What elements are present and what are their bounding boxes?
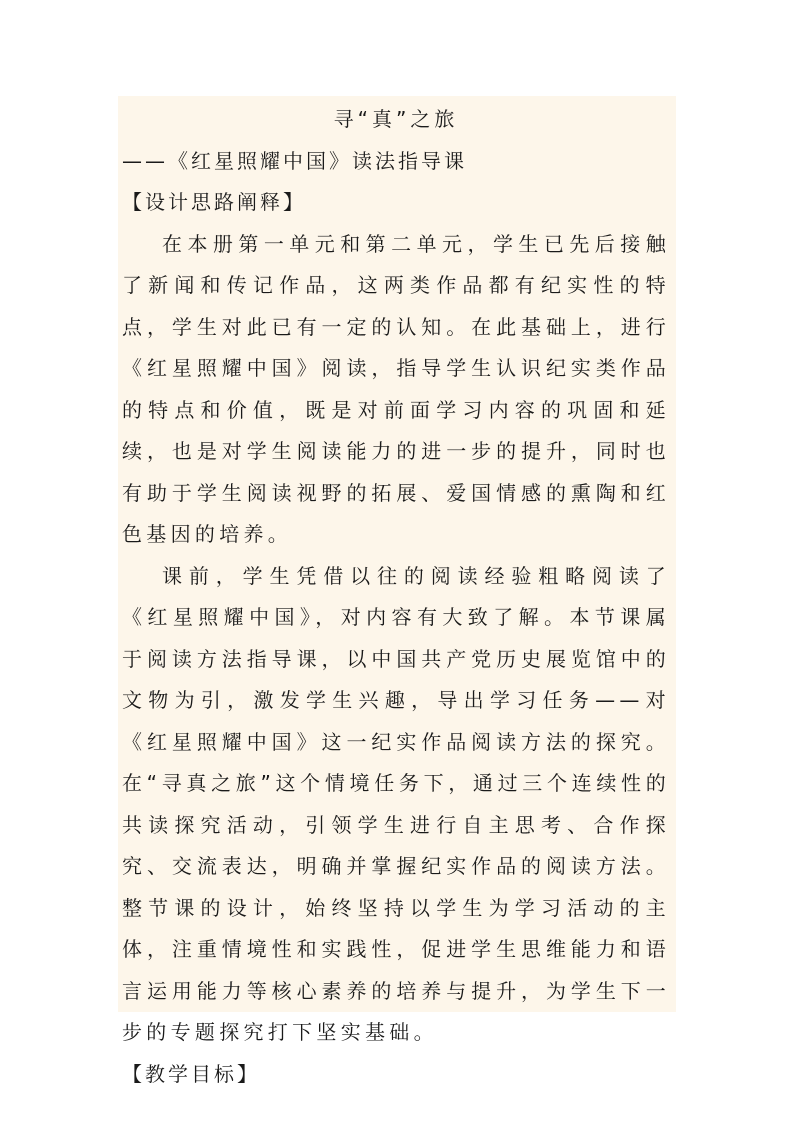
paragraph-design-rationale-2: 课前，学生凭借以往的阅读经验粗略阅读了《红星照耀中国》，对内容有大致了解。本节课属于阅读方法指导课，以中国共产党历史展览馆中的文物为引，激发学生兴趣，导出学习任务——对《红星照耀中国》这一纪实作品阅读方法的探究。在“寻真之旅”这个情境任务下，通过三个连续性的共读探究活动，引领学生进行自主思考、合作探究、交流表达，明确并掌握纪实作品的阅读方法。整节课的设计，始终坚持以学生为学习活动的主体，注重情境性和实践性，促进学生思维能力和语言运用能力等核心素养的培养与提升，为学生下一步的专题探究打下坚实基础。 xyxy=(122,563,670,1044)
document-title: 寻“真”之旅 xyxy=(333,107,459,131)
document-body xyxy=(122,99,670,1095)
section-heading-teaching-objectives: 【教学目标】 xyxy=(122,1061,260,1086)
document-subtitle: ——《红星照耀中国》读法指导课 xyxy=(122,148,467,173)
section-heading-design-rationale: 【设计思路阐释】 xyxy=(122,190,306,214)
paragraph-design-rationale-1: 在本册第一单元和第二单元，学生已先后接触了新闻和传记作品，这两类作品都有纪实性的特点，学生对此已有一定的认知。在此基础上，进行《红星照耀中国》阅读，指导学生认识纪实类作品的特点和价值，既是对前面学习内容的巩固和延续，也是对学生阅读能力的进一步的提升，同时也有助于学生阅读视野的拓展、爱国情感的熏陶和红色基因的培养。 xyxy=(122,231,670,546)
